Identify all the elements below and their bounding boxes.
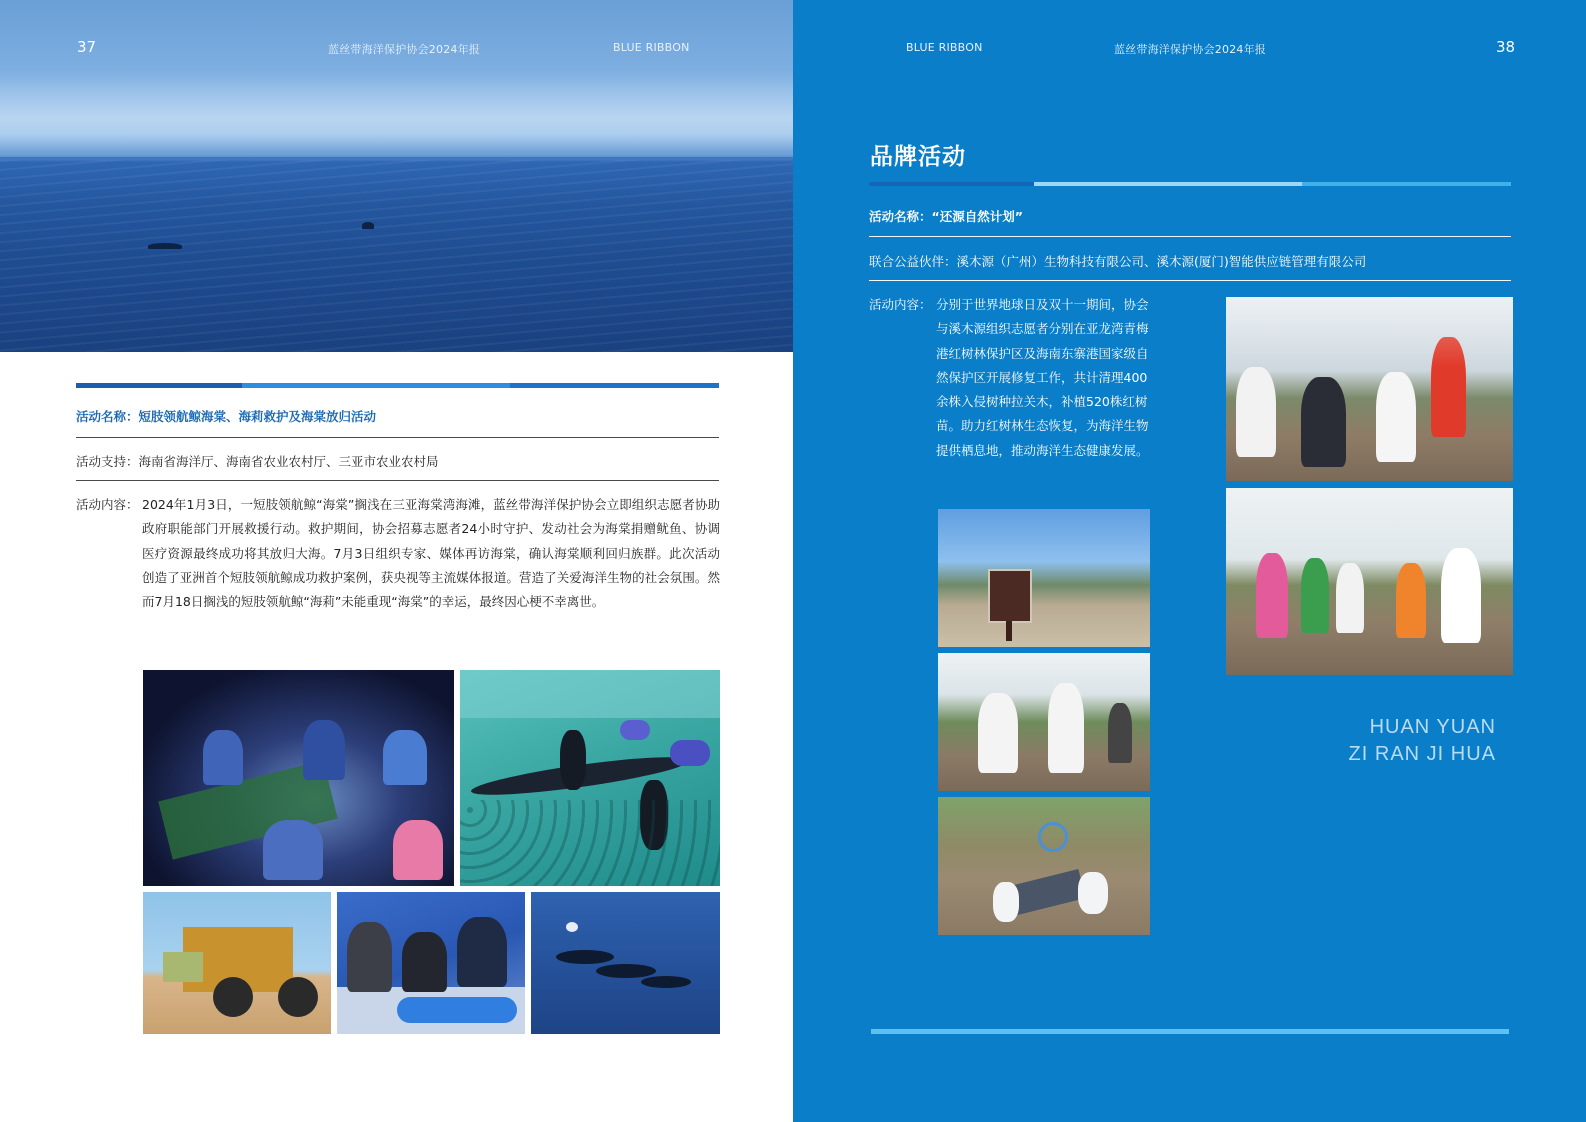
page-number: 37: [77, 38, 97, 56]
section-title: 品牌活动: [870, 144, 966, 170]
content-text: 分别于世界地球日及双十一期间，协会与溪木源组织志愿者分别在亚龙湾青梅港红树林保护区及海南东寨港国家级自然保护区开展修复工作，共计清理400余株入侵树种拉关木，补植520株红树苗。助力红树林生态恢复，为海洋生物提供栖息地，推动海洋生态健康发展。: [936, 297, 1149, 458]
activity-name: 活动名称：“还源自然计划”: [869, 209, 1023, 224]
content-label: 活动内容：: [76, 497, 139, 512]
big-title-line-1: HUAN YUAN: [1369, 716, 1496, 738]
divider: [869, 280, 1511, 281]
photo-loader-truck: [143, 892, 331, 1034]
divider: [869, 236, 1511, 237]
photo-children-planting: [1226, 488, 1513, 675]
photo-tree-planting-group: [1226, 297, 1513, 481]
header-brand: BLUE RIBBON: [906, 41, 983, 54]
accent-bar: [76, 383, 719, 388]
header-title: 蓝丝带海洋保护协会2024年报: [328, 43, 480, 56]
activity-support: 活动支持：海南省海洋厅、海南省农业农村厅、三亚市农业农村局: [76, 454, 439, 469]
photo-pool-whale: [460, 670, 720, 886]
photo-whales-sea: [531, 892, 720, 1034]
divider: [76, 480, 719, 481]
content-label: 活动内容：: [869, 297, 932, 312]
divider: [76, 437, 719, 438]
partners: 联合公益伙伴：溪木源（广州）生物科技有限公司、溪木源(厦门)智能供应链管理有限公司: [869, 254, 1367, 269]
photo-night-rescue: [143, 670, 454, 886]
activity-name: 活动名称：短肢领航鲸海棠、海莉救护及海棠放归活动: [76, 409, 377, 424]
accent-bar: [869, 182, 1511, 186]
whale-fin-1: [148, 243, 182, 249]
whale-fin-2: [362, 222, 374, 229]
header-title: 蓝丝带海洋保护协会2024年报: [1114, 43, 1266, 56]
big-english-title: [1349, 714, 1496, 768]
photo-seedling-tag: [938, 797, 1150, 935]
right-page: [793, 0, 1586, 1122]
content-text: 2024年1月3日，一短肢领航鲸“海棠”搁浅在三亚海棠湾海滩，蓝丝带海洋保护协会立即组织志愿者协助政府职能部门开展救援行动。救护期间，协会招募志愿者24小时守护、发动社会为海棠捐赠鱿鱼、协调医疗资源最终成功将其放归大海。7月3日组织专家、媒体再访海棠，确认海棠顺利回归族群。此次活动创造了亚洲首个短肢领航鲸成功救护案例，获央视等主流媒体报道。营造了关爱海洋生物的社会氛围。然而7月18日搁浅的短肢领航鲸“海莉”未能重现“海棠”的幸运，最终因心梗不幸离世。: [142, 497, 720, 610]
photo-volunteers-digging: [938, 653, 1150, 791]
photo-volunteers-prep: [337, 892, 525, 1034]
page-number: 38: [1496, 38, 1516, 56]
header-brand: BLUE RIBBON: [613, 41, 690, 54]
photo-mangrove-sign: [938, 509, 1150, 647]
bottom-accent-bar: [871, 1029, 1509, 1034]
big-title-line-2: ZI RAN JI HUA: [1348, 743, 1496, 765]
